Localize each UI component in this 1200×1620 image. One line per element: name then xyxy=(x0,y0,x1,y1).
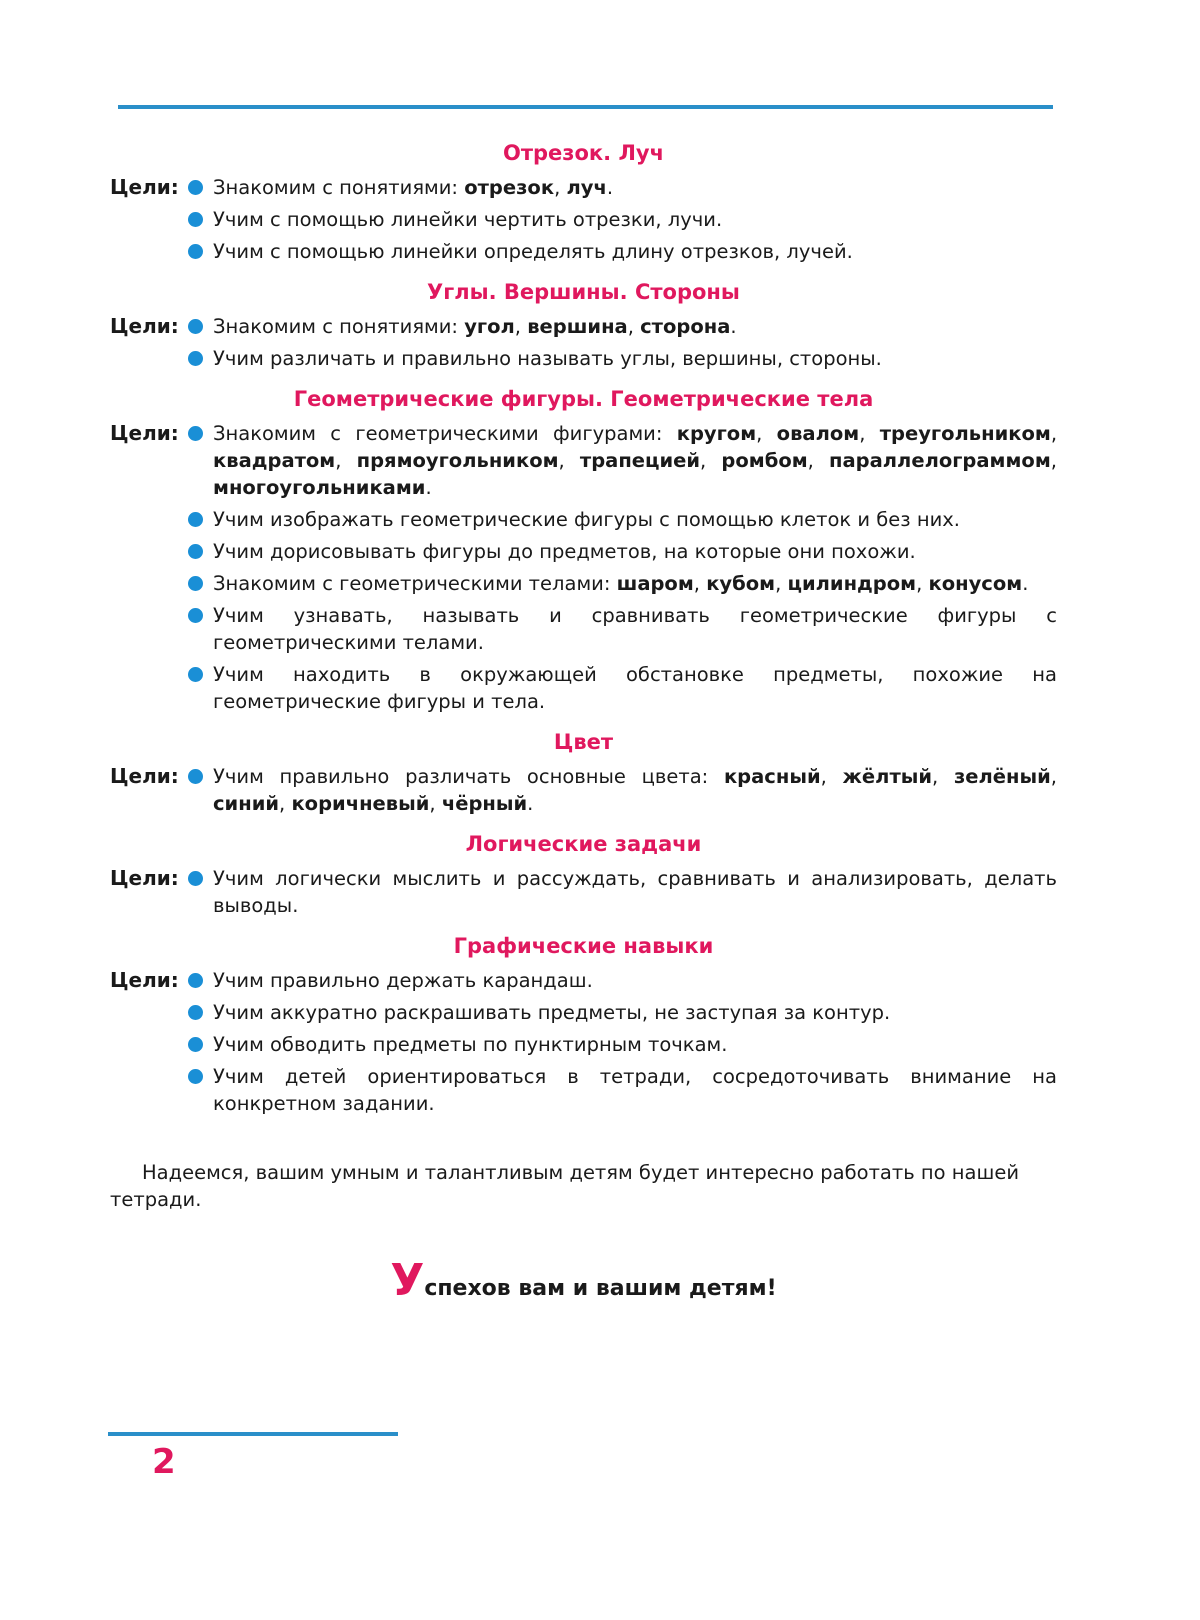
goal-text: Учим узнавать, называть и сравнивать геометрические фигуры с геометрическими телами. xyxy=(213,604,1057,654)
goal-text: , xyxy=(429,792,442,815)
term: шаром xyxy=(616,572,694,595)
goal-item xyxy=(213,1063,1057,1117)
goal-text: Учим дорисовывать фигуры до предметов, на которые они похожи. xyxy=(213,540,916,563)
goal-item xyxy=(213,313,1057,340)
term: кругом xyxy=(676,422,757,445)
goal-item xyxy=(213,602,1057,656)
term: угол xyxy=(464,315,515,338)
goals-list xyxy=(110,313,1057,372)
goal-text: , xyxy=(932,765,954,788)
goal-item xyxy=(213,538,1057,565)
bullet-icon xyxy=(188,576,203,591)
goal-item xyxy=(213,420,1057,501)
goal-text: , xyxy=(279,792,292,815)
goal-item xyxy=(213,661,1057,715)
goal-item xyxy=(213,865,1057,919)
page-number: 2 xyxy=(152,1442,176,1482)
goal-text: , xyxy=(916,572,929,595)
term: конусом xyxy=(928,572,1023,595)
term: многоугольниками xyxy=(213,476,426,499)
goal-text: . xyxy=(425,476,432,499)
goals-label: Цели: xyxy=(110,175,179,199)
wish-initial: У xyxy=(390,1255,425,1306)
term: красный xyxy=(723,765,821,788)
goal-text: , xyxy=(693,572,707,595)
goal-text: Знакомим с понятиями: xyxy=(213,315,465,338)
term: зелёный xyxy=(953,765,1051,788)
goal-text: Учим правильно различать основные цвета: xyxy=(213,765,724,788)
section-title: Цвет xyxy=(553,730,614,754)
term: луч xyxy=(566,176,607,199)
goal-text: , xyxy=(756,422,777,445)
term: сторона xyxy=(640,315,731,338)
closing-wish xyxy=(110,1255,1057,1306)
goal-text: Учим аккуратно раскрашивать предметы, не заступая за контур. xyxy=(213,1001,891,1024)
goal-text: , xyxy=(1050,449,1057,472)
term: вершина xyxy=(527,315,628,338)
goal-text: , xyxy=(700,449,722,472)
term: трапецией xyxy=(579,449,701,472)
section-title: Геометрические фигуры. Геометрические тела xyxy=(293,387,874,411)
goal-text: , xyxy=(627,315,641,338)
goal-text: Знакомим с геометрическими телами: xyxy=(213,572,617,595)
goal-text: Знакомим с геометрическими фигурами: xyxy=(213,422,677,445)
goal-text: Учим обводить предметы по пунктирным точкам. xyxy=(213,1033,728,1056)
page-content xyxy=(110,138,1058,1306)
goal-item xyxy=(213,174,1057,201)
sections xyxy=(110,138,1057,1117)
goal-item xyxy=(213,570,1057,597)
section-title: Графические навыки xyxy=(453,934,714,958)
bullet-icon xyxy=(188,244,203,259)
bullet-icon xyxy=(188,769,203,784)
bullet-icon xyxy=(188,1005,203,1020)
goal-item xyxy=(213,763,1057,817)
goal-item xyxy=(213,206,1057,233)
wish-text: спехов вам и вашим детям! xyxy=(424,1276,777,1301)
goal-item xyxy=(213,1031,1057,1058)
goal-text: , xyxy=(558,449,580,472)
bullet-icon xyxy=(188,1037,203,1052)
bullet-icon xyxy=(188,608,203,623)
goal-text: , xyxy=(859,422,880,445)
bullet-icon xyxy=(188,512,203,527)
goal-text: , xyxy=(554,176,567,199)
bullet-icon xyxy=(188,426,203,441)
bullet-icon xyxy=(188,180,203,195)
term: жёлтый xyxy=(842,765,933,788)
bullet-icon xyxy=(188,351,203,366)
goals-list xyxy=(110,763,1057,817)
goal-text: . xyxy=(1022,572,1029,595)
goals-list xyxy=(110,865,1057,919)
goal-text: Учим изображать геометрические фигуры с помощью клеток и без них. xyxy=(213,508,960,531)
goal-text: , xyxy=(335,449,357,472)
bullet-icon xyxy=(188,1069,203,1084)
closing-paragraph: Надеемся, вашим умным и талантливым детям будет интересно работать по нашей тетради. xyxy=(110,1161,1020,1211)
goal-text: , xyxy=(1050,422,1058,445)
bullet-icon xyxy=(188,319,203,334)
term: цилиндром xyxy=(787,572,917,595)
goals-label: Цели: xyxy=(110,866,179,890)
section-title: Углы. Вершины. Стороны xyxy=(427,280,740,304)
goal-text: . xyxy=(730,315,737,338)
goal-text: , xyxy=(820,765,843,788)
goals-label: Цели: xyxy=(110,968,179,992)
section-title: Логические задачи xyxy=(465,832,702,856)
goal-text: Учим детей ориентироваться в тетради, сосредоточивать внимание на конкретном задании. xyxy=(213,1065,1057,1115)
goal-item xyxy=(213,238,1057,265)
term: кубом xyxy=(706,572,776,595)
goals-list xyxy=(110,967,1057,1117)
term: чёрный xyxy=(441,792,528,815)
term: квадратом xyxy=(213,449,336,472)
term: синий xyxy=(213,792,280,815)
top-rule xyxy=(118,105,1053,109)
term: овалом xyxy=(776,422,860,445)
bullet-icon xyxy=(188,212,203,227)
goal-text: , xyxy=(775,572,788,595)
bottom-rule xyxy=(108,1432,398,1436)
goal-text: Учим с помощью линейки определять длину отрезков, лучей. xyxy=(213,240,853,263)
bullet-icon xyxy=(188,871,203,886)
goals-label: Цели: xyxy=(110,764,179,788)
term: параллелограммом xyxy=(829,449,1051,472)
goals-list xyxy=(110,420,1057,715)
goal-item xyxy=(213,967,1057,994)
goals-label: Цели: xyxy=(110,314,179,338)
goal-text: Учим с помощью линейки чертить отрезки, лучи. xyxy=(213,208,723,231)
section-title: Отрезок. Луч xyxy=(502,141,665,165)
goal-text: Учим правильно держать карандаш. xyxy=(213,969,593,992)
bullet-icon xyxy=(188,667,203,682)
goal-text: Учим логически мыслить и рассуждать, сравнивать и анализировать, делать выводы. xyxy=(213,867,1057,917)
goal-text: , xyxy=(514,315,528,338)
goal-text: , xyxy=(1050,765,1057,788)
term: коричневый xyxy=(291,792,430,815)
goal-text: Учим различать и правильно называть углы, вершины, стороны. xyxy=(213,347,882,370)
bullet-icon xyxy=(188,544,203,559)
bullet-icon xyxy=(188,973,203,988)
goal-item xyxy=(213,345,1057,372)
goal-text: Знакомим с понятиями: xyxy=(213,176,465,199)
term: треугольником xyxy=(879,422,1051,445)
goal-item xyxy=(213,506,1057,533)
goals-label: Цели: xyxy=(110,421,179,445)
goal-item xyxy=(213,999,1057,1026)
goal-text: Учим находить в окружающей обстановке предметы, похожие на геометрические фигуры и тела. xyxy=(213,663,1057,713)
goal-text: , xyxy=(807,449,830,472)
goals-list xyxy=(110,174,1057,265)
term: прямоугольником xyxy=(356,449,559,472)
term: ромбом xyxy=(721,449,808,472)
term: отрезок xyxy=(464,176,555,199)
goal-text: . xyxy=(527,792,534,815)
goal-text: . xyxy=(606,176,614,199)
